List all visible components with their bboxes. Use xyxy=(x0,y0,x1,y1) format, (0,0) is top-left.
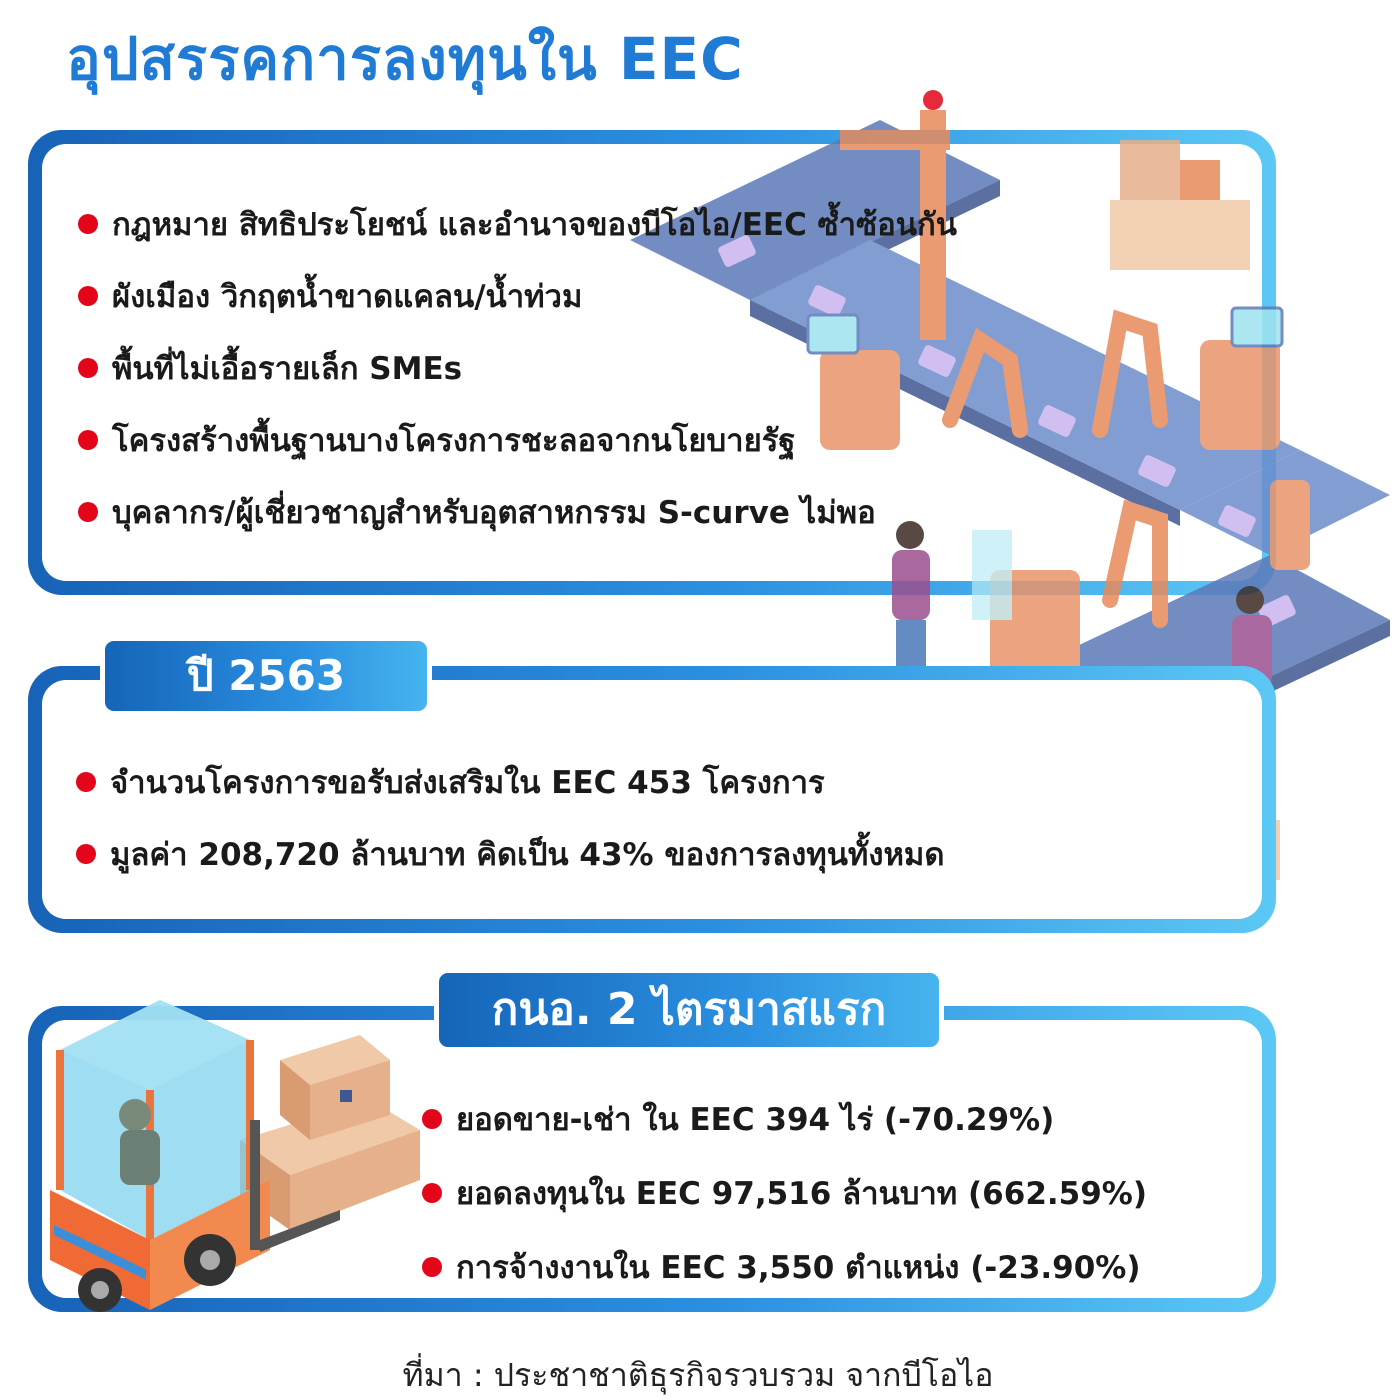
quarter-label: กนอ. 2 ไตรมาสแรก xyxy=(434,968,944,1052)
bullet-icon xyxy=(422,1257,442,1277)
list-item xyxy=(78,404,957,476)
year-label: ปี 2563 xyxy=(100,636,432,716)
bullet-icon xyxy=(78,502,98,522)
bullet-icon xyxy=(422,1183,442,1203)
list-item xyxy=(422,1082,1147,1156)
bullet-icon xyxy=(76,772,96,792)
list-item xyxy=(78,476,957,548)
list-item-text: ยอดขาย-เช่า ใน EEC 394 ไร่ (-70.29%) xyxy=(456,1102,1055,1138)
page-title: อุปสรรคการลงทุนใน EEC xyxy=(66,25,744,93)
list-item-text: การจ้างงานใน EEC 3,550 ตำแหน่ง (-23.90%) xyxy=(456,1250,1141,1286)
list-item-text: โครงสร้างพื้นฐานบางโครงการชะลอจากนโยบายรัฐ xyxy=(112,423,796,459)
bullet-icon xyxy=(78,430,98,450)
year-list xyxy=(76,746,945,890)
list-item-text: ยอดลงทุนใน EEC 97,516 ล้านบาท (662.59%) xyxy=(456,1176,1148,1212)
bullet-icon xyxy=(78,358,98,378)
obstacles-list xyxy=(78,188,957,548)
bullet-icon xyxy=(422,1109,442,1129)
list-item xyxy=(78,332,957,404)
list-item xyxy=(422,1156,1147,1230)
list-item xyxy=(76,818,945,890)
list-item-text: พื้นที่ไม่เอื้อรายเล็ก SMEs xyxy=(112,351,463,387)
list-item xyxy=(422,1230,1147,1304)
list-item xyxy=(78,260,957,332)
list-item xyxy=(76,746,945,818)
bullet-icon xyxy=(76,844,96,864)
list-item-text: จำนวนโครงการขอรับส่งเสริมใน EEC 453 โครงการ xyxy=(110,765,825,801)
bullet-icon xyxy=(78,214,98,234)
source-note: ที่มา : ประชาชาติธุรกิจรวบรวม จากบีโอไอ xyxy=(402,1356,994,1394)
bullet-icon xyxy=(78,286,98,306)
list-item-text: ผังเมือง วิกฤตน้ำขาดแคลน/น้ำท่วม xyxy=(112,279,583,315)
forklift-illustration xyxy=(40,990,430,1330)
quarter-list xyxy=(422,1082,1147,1304)
list-item-text: มูลค่า 208,720 ล้านบาท คิดเป็น 43% ของการลงทุนทั้งหมด xyxy=(110,837,945,873)
list-item-text: กฎหมาย สิทธิประโยชน์ และอำนาจของบีโอไอ/EEC ซ้ำซ้อนกัน xyxy=(112,207,957,243)
list-item xyxy=(78,188,957,260)
list-item-text: บุคลากร/ผู้เชี่ยวชาญสำหรับอุตสาหกรรม S-curve ไม่พอ xyxy=(112,495,876,531)
